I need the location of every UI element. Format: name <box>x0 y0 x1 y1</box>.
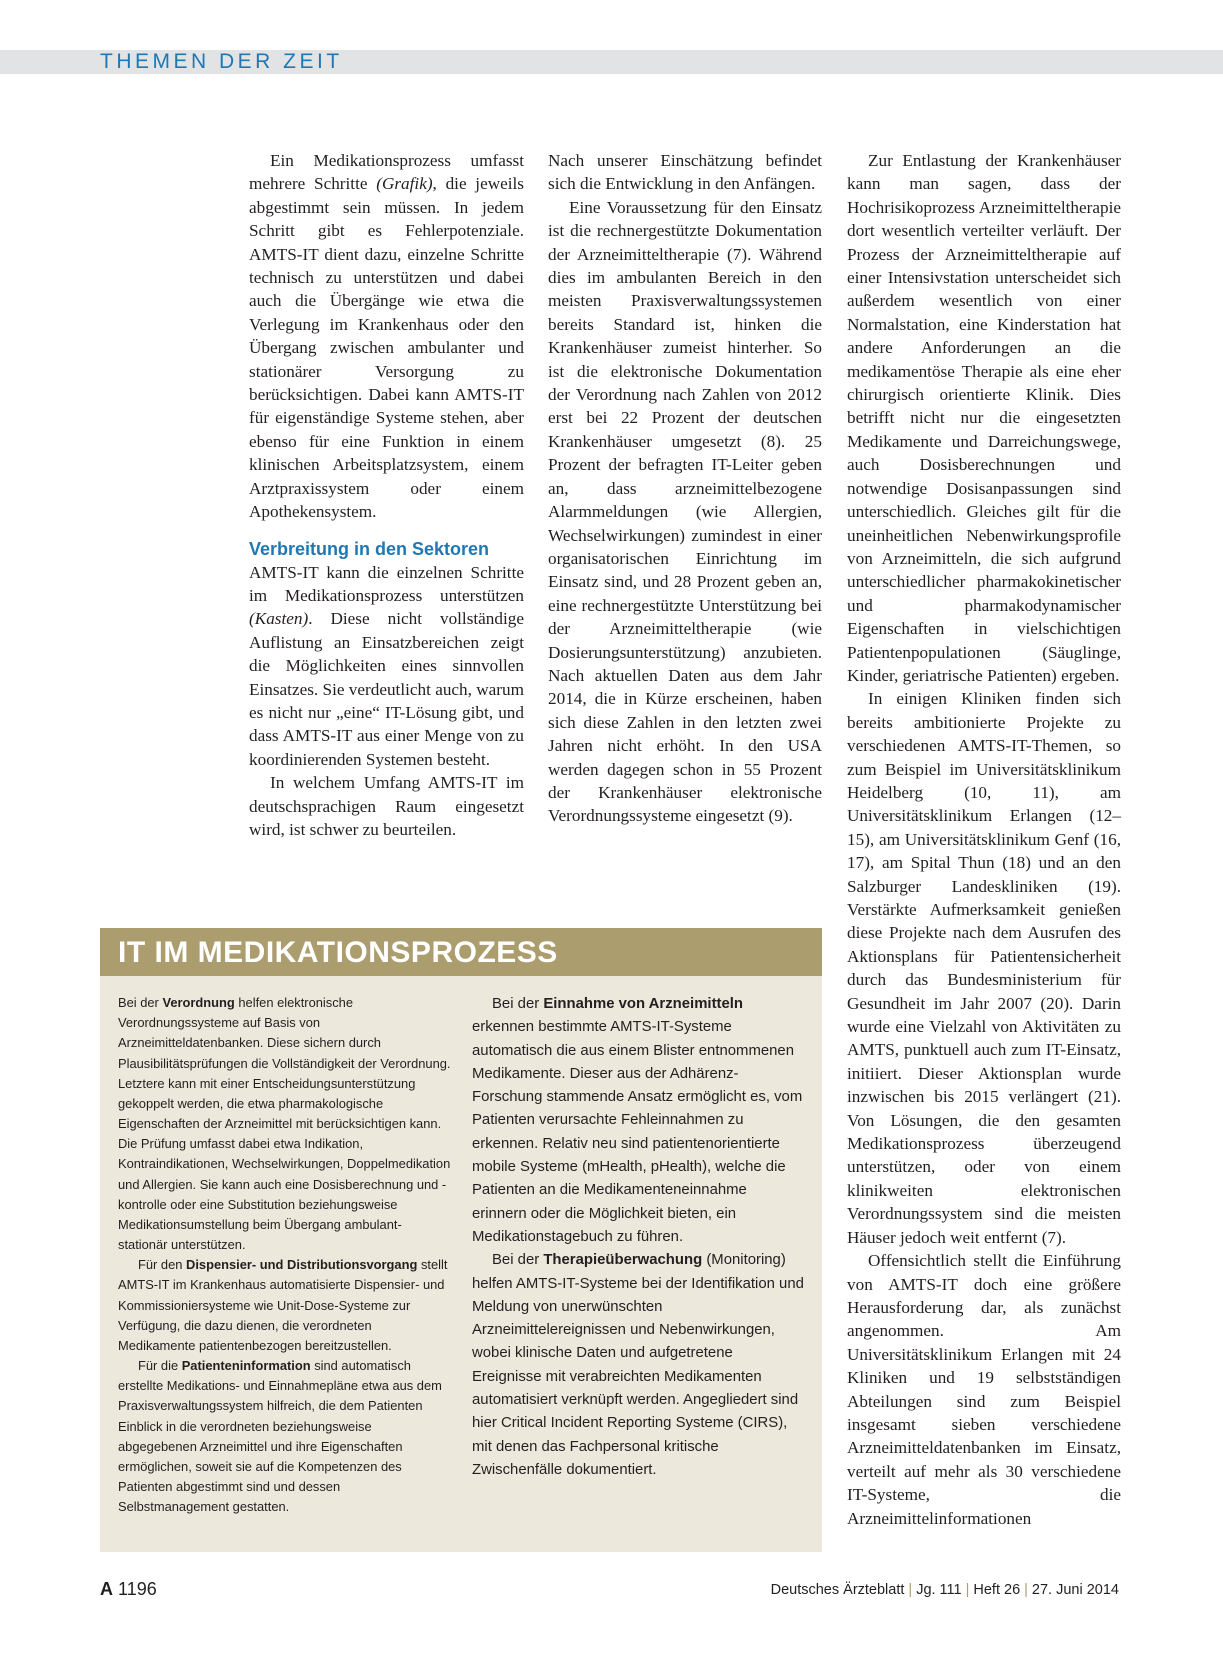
section-title: THEMEN DER ZEIT <box>100 50 343 73</box>
article-paragraph: Eine Voraussetzung für den Einsatz ist die rechnergestützte Dokumentation der Arzneimitteltherapie (7). Während dies im ambulanten Bereich in den meisten Praxisverwaltungssystemen bereits Standard ist, hinken die Krankenhäuser zumeist hinterher. So ist die elektronische Dokumentation der Verordnung nach Zahlen von 2012 erst bei 22 Prozent der deutschen Krankenhäuser umgesetzt (8). 25 Prozent der befragten IT-Leiter geben an, dass arzneimittelbezogene Alarmmeldungen (wie Allergien, Wechselwirkungen) zumindest in einer organisatorischen Einrichtung im Einsatz sind, und 28 Prozent geben an, eine rechnergestützte Unterstützung bei der Arzneimitteltherapie (wie Dosierungsunterstützung) anzubieten. Nach aktuellen Daten aus dem Jahr 2014, die in Kürze erscheinen, haben sich diese Zahlen in den letzten zwei Jahren nicht erhöht. In den USA werden dagegen schon in 55 Prozent der Krankenhäuser elektronische Verordnungssysteme eingesetzt (9). <box>548 197 822 826</box>
journal-date: 27. Juni 2014 <box>1031 1582 1119 1598</box>
text-run: Für den <box>138 1257 187 1273</box>
article-paragraph: In einigen Kliniken finden sich bereits ambitionierte Projekte zu verschiedenen AMTS-IT-Themen, so zum Beispiel im Universitätsklinikum Heidelberg (10, 11), am Universitätsklinikum Erlangen (12–15), am Universitätsklinikum Genf (16, 17), am Spital Thun (18) und an den Salzburger Landeskliniken (19). Verstärkte Aufmerksamkeit genießen diese Projekte nach dem Ausrufen des Aktionsplans für Patientensicherheit durch das Bundesministerium für Gesundheit im Jahr 2007 (20). Darin wurde eine Vielzahl von Aktivitäten zu AMTS, punktuell auch zum IT-Einsatz, initiiert. Dieser Aktionsplan wurde inzwischen bis 2015 verlängert (21). Von Lösungen, die den gesamten Medikationsprozess überzeugend unterstützen, oder von einem klinikweiten elektronischen Verordnungssystem sind die meisten Häuser jedoch weit entfernt (7). <box>847 689 1121 1247</box>
article-paragraph: Nach unserer Einschätzung befindet sich die Entwicklung in den Anfängen. <box>548 151 822 194</box>
journal-volume: Jg. 111 <box>916 1582 962 1598</box>
article-paragraph: Zur Entlastung der Krankenhäuser kann man sagen, dass der Hochrisikoprozess Arzneimitteltherapie dort wesentlich verteilter verläuft. Der Prozess der Arzneimitteltherapie auf einer Intensivstation unterscheidet sich außerdem wesentlich von einer Normalstation, eine Kinderstation hat andere Anforderungen an die medikamentöse Therapie als eine eher chirurgisch orientierte Klinik. Dies betrifft nicht nur die eingesetzten Medikamente und Darreichungswege, auch Dosisberechnungen und notwendige Dosisanpassungen sind unterschiedlich. Gleiches gilt für die uneinheitlichen Nebenwirkungsprofile von Arzneimitteln, die sich aufgrund unterschiedlicher pharmakokinetischer und pharmakodynamischer Eigenschaften in vielschichtigen Patientenpopulationen (Säuglinge, Kinder, geriatrische Patienten) ergeben. <box>847 151 1121 685</box>
text-run: (Monitoring) helfen AMTS-IT-Systeme bei der Identifikation und Meldung von unerwünschten Arzneimittelereignissen und Nebenwirkungen, wobei klinische Daten und aufgetretene Ereignisse mit verabreichten Medikamenten automatisiert verknüpft werden. Angegliedert sind hier Critical Incident Reporting Systeme (CIRS), mit denen das Fachpersonal kritische Zwischenfälle dokumentiert. <box>472 1252 804 1478</box>
page-number-value: 1196 <box>118 1579 157 1599</box>
figure-reference: (Grafik) <box>376 174 433 194</box>
info-box-paragraph <box>118 993 451 1255</box>
keyword: Einnahme von Arzneimitteln <box>543 996 743 1012</box>
info-box-title: IT IM MEDIKATIONSPROZESS <box>118 936 558 969</box>
text-run: Bei der <box>118 995 163 1010</box>
article-paragraph: In welchem Umfang AMTS-IT im deutschsprachigen Raum eingesetzt wird, ist schwer zu beurteilen. <box>249 773 524 839</box>
article-column-3 <box>847 149 1121 1530</box>
text-run: erkennen bestimmte AMTS-IT-Systeme automatisch die aus einem Blister entnommenen Medikamente. Dieser aus der Adhärenz-Forschung stammende Ansatz ermöglicht es, vom Patienten verursachte Fehleinnahmen zu erkennen. Relativ neu sind patientenorientierte mobile Systeme (mHealth, pHealth), welche die Patienten an die Medikamenteneinnahme erinnern oder die Möglichkeit bieten, ein Medikationstagebuch zu führen. <box>472 1019 803 1245</box>
page-number <box>100 1578 157 1600</box>
article-paragraph: Offensichtlich stellt die Einführung von AMTS-IT doch eine größere Herausforderung dar, als zunächst angenommen. Am Universitätsklinikum Erlangen mit 24 Kliniken und 19 selbstständigen Abteilungen sind zum Beispiel insgesamt sieben verschiedene Arzneimitteldatenbanken im Einsatz, verteilt auf mehr als 30 verschiedene IT-Systeme, die Arzneimittelinformationen <box>847 1251 1121 1528</box>
box-reference: (Kasten) <box>249 609 309 629</box>
article-paragraph <box>249 149 524 524</box>
subheading: Verbreitung in den Sektoren <box>249 538 490 559</box>
text-run: Ein Medikationsprozess umfasst mehrere Schritte <box>249 151 524 194</box>
info-box-column-2 <box>472 993 805 1482</box>
text-run: helfen elektronische Verordnungssysteme auf Basis von Arzneimitteldatenbanken. Diese sichern durch Plausibilitätsprüfungen die Vollständigkeit der Verordnung. Letztere kann mit einer Entscheidungsunterstützung gekoppelt werden, die etwa pharmakologische Eigenschaften der Arzneimittel mit berücksichtigen kann. Die Prüfung umfasst dabei etwa Indikation, Kontraindikationen, Wechselwirkungen, Doppelmedikation und Allergien. Sie kann auch eine Dosisberechnung und -kontrolle oder eine Substitution beziehungsweise Medikationsumstellung beim Übergang ambulant-stationär unterstützen. <box>118 995 451 1253</box>
journal-issue: Heft 26 <box>973 1582 1021 1598</box>
article-paragraph <box>249 561 524 772</box>
journal-info <box>771 1581 1119 1599</box>
text-run: AMTS-IT kann die einzelnen Schritte im Medikationsprozess unterstützen <box>249 562 524 605</box>
text-run: Für die <box>138 1358 182 1374</box>
text-run: stellt AMTS-IT im Krankenhaus automatisierte Dispensier- und Kommissioniersysteme wie Unit-Dose-Systeme zur Verfügung, die dazu dienen, die verordneten Medikamente patientenbezogen bereitzustellen. <box>118 1257 448 1353</box>
keyword: Dispensier- und Distributionsvorgang <box>186 1257 418 1273</box>
info-box-paragraph <box>118 1356 451 1517</box>
keyword: Verordnung <box>162 995 235 1010</box>
separator: | <box>965 1582 970 1598</box>
text-run: , die jeweils abgestimmt sein müssen. In jedem Schritt gibt es Fehlerpotenziale. AMTS-IT dient dazu, einzelne Schritte technisch zu unterstützen und dabei auch die Übergänge wie etwa die Verlegung im Krankenhaus oder den Übergang zwischen ambulanter und stationärer Versorgung zu berücksichtigen. Dabei kann AMTS-IT für eigenständige Systeme stehen, aber ebenso für eine Funktion in einem klinischen Arbeitsplatzsystem, einem Arztpraxissystem oder einem Apothekensystem. <box>249 174 524 522</box>
info-box-paragraph <box>472 993 805 1249</box>
text-run: Bei der <box>492 996 544 1012</box>
separator: | <box>1024 1582 1028 1598</box>
info-box-paragraph <box>472 1249 805 1482</box>
keyword: Patienteninformation <box>181 1358 311 1374</box>
info-box-paragraph <box>118 1255 451 1356</box>
keyword: Therapieüberwachung <box>543 1252 703 1269</box>
text-run: Bei der <box>492 1252 544 1269</box>
separator: | <box>908 1582 913 1598</box>
page-prefix: A <box>100 1579 113 1599</box>
text-run: sind automatisch erstellte Medikations- und Einnahmepläne etwa aus dem Praxisverwaltungssystem hilfreich, die dem Patienten Einblick in die verordneten beziehungsweise abgegebenen Arzneimittel und ihre Eigenschaften ermöglichen, soweit sie auf die Kompetenzen des Patienten abgestimmt sind und dessen Selbstmanagement gestatten. <box>118 1358 442 1515</box>
text-run: . Diese nicht vollständige Auflistung an Einsatzbereichen zeigt die Möglichkeiten eines sinnvollen Einsatzes. Sie verdeutlicht auch, warum es nicht nur „eine“ IT-Lösung gibt, und dass AMTS-IT aus einer Menge von zu koordinierenden Systemen besteht. <box>249 609 524 769</box>
journal-name: Deutsches Ärzteblatt <box>770 1582 905 1598</box>
article-column-2 <box>548 149 822 828</box>
info-box-column-1 <box>118 993 451 1517</box>
article-column-1 <box>249 149 524 841</box>
